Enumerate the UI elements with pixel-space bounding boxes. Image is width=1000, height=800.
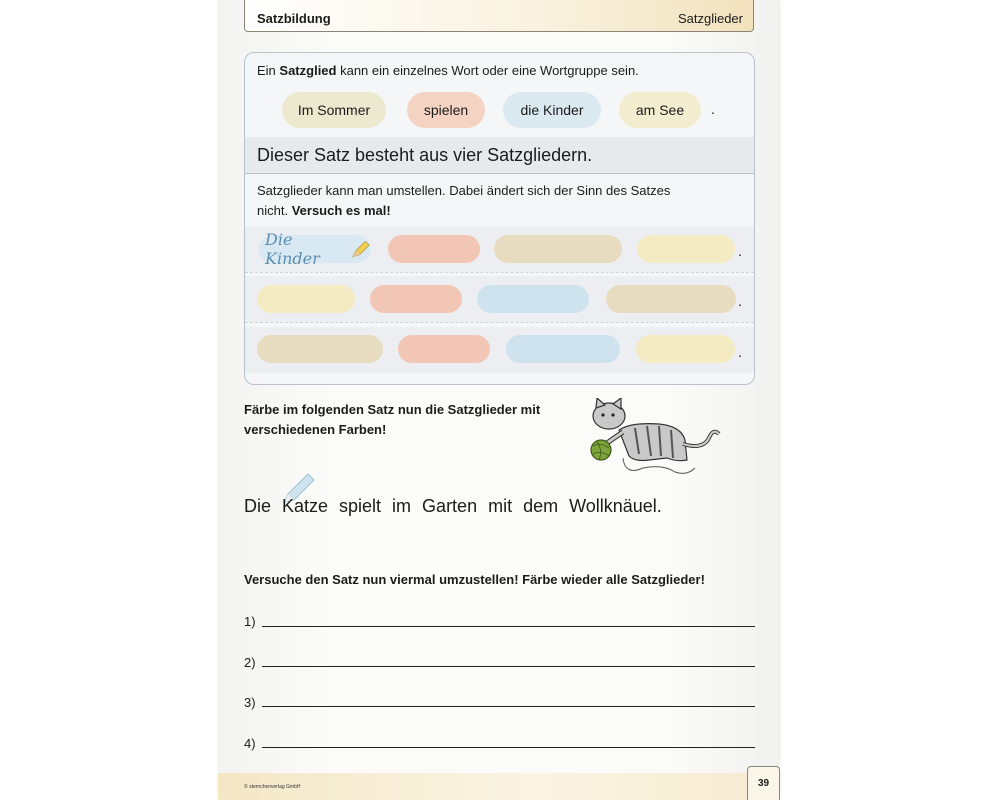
writing-line-2[interactable] bbox=[262, 666, 755, 667]
oval-orange[interactable] bbox=[388, 235, 480, 263]
intro-bold-term: Satzglied bbox=[279, 63, 337, 78]
oval-yellow[interactable] bbox=[636, 335, 735, 363]
oval-tan[interactable] bbox=[606, 285, 736, 313]
color-sentence: Die Katze spielt im Garten mit dem Wollknäuel. bbox=[244, 496, 662, 516]
info-box bbox=[244, 52, 755, 385]
pill-am-see: am See bbox=[619, 92, 701, 128]
oval-orange[interactable] bbox=[370, 285, 462, 313]
header-subtopic: Satzglieder bbox=[677, 11, 743, 26]
page-header bbox=[244, 0, 754, 32]
pencil-icon bbox=[350, 239, 371, 259]
instruction-bold: Versuch es mal! bbox=[291, 203, 391, 218]
line-number-2: 2) bbox=[244, 655, 256, 670]
box-divider bbox=[245, 173, 754, 174]
task-1-text: Färbe im folgenden Satz nun die Satzglieder mit verschiedenen Farben! bbox=[244, 402, 541, 437]
row-1-period: . bbox=[738, 243, 742, 259]
pill-im-sommer: Im Sommer bbox=[282, 92, 386, 128]
row-2-period: . bbox=[738, 293, 742, 309]
oval-tan[interactable] bbox=[494, 235, 622, 263]
intro-pre: Ein bbox=[257, 63, 280, 78]
line-number-1: 1) bbox=[244, 614, 256, 629]
writing-line-4[interactable] bbox=[262, 747, 755, 748]
oval-blue[interactable] bbox=[477, 285, 589, 313]
oval-yellow[interactable] bbox=[257, 285, 355, 313]
pill-spielen: spielen bbox=[407, 92, 485, 128]
intro-post: kann ein einzelnes Wort oder eine Wortgruppe sein. bbox=[336, 63, 639, 78]
instruction-plain: Satzglieder kann man umstellen. Dabei ändert sich der Sinn des Satzes nicht. bbox=[257, 183, 671, 218]
oval-tan[interactable] bbox=[257, 335, 383, 363]
writing-line-1[interactable] bbox=[262, 626, 755, 627]
statement-text: Dieser Satz besteht aus vier Satzgliedern. bbox=[257, 145, 593, 165]
cat-with-yarn-illustration bbox=[563, 398, 725, 476]
page-number: 39 bbox=[747, 766, 780, 800]
worksheet-page bbox=[218, 0, 780, 800]
header-topic: Satzbildung bbox=[257, 11, 331, 26]
oval-blue[interactable] bbox=[506, 335, 620, 363]
example-handwriting bbox=[259, 230, 371, 268]
answer-row-2-line bbox=[245, 322, 754, 323]
instruction-text bbox=[257, 181, 697, 221]
row-3-period: . bbox=[738, 344, 742, 360]
example-handwriting-text: Die Kinder bbox=[265, 230, 320, 268]
task-2-text: Versuche den Satz nun viermal umzustellen! Färbe wieder alle Satzglieder! bbox=[244, 572, 705, 587]
copyright-text: © sternchenverlag GmbH bbox=[244, 784, 301, 790]
oval-orange[interactable] bbox=[398, 335, 490, 363]
intro-text bbox=[257, 63, 639, 78]
line-number-4: 4) bbox=[244, 736, 256, 751]
answer-row-1-line bbox=[245, 272, 754, 273]
pill-sentence-period: . bbox=[711, 101, 715, 117]
oval-yellow[interactable] bbox=[637, 235, 735, 263]
writing-line-3[interactable] bbox=[262, 706, 755, 707]
pill-die-kinder: die Kinder bbox=[503, 92, 601, 128]
page-footer bbox=[218, 773, 747, 800]
line-number-3: 3) bbox=[244, 695, 256, 710]
